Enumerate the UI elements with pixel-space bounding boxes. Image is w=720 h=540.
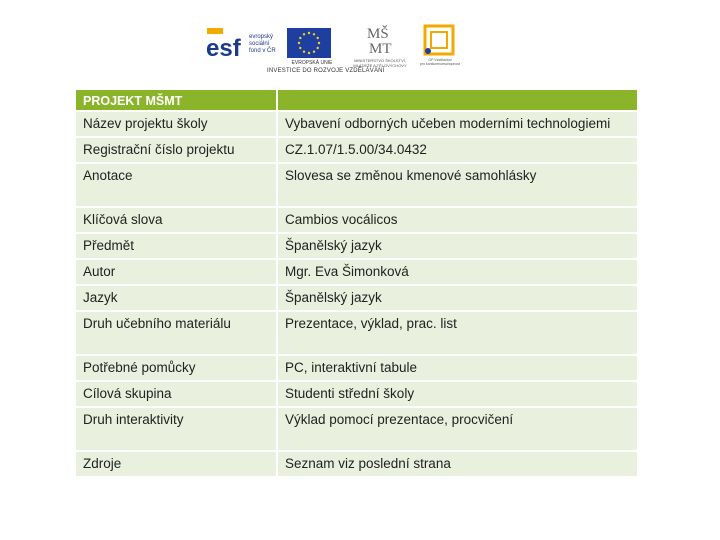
row-label: Autor	[76, 260, 278, 286]
row-label: Potřebné pomůcky	[76, 356, 278, 382]
row-value: PC, interaktivní tabule	[278, 356, 637, 382]
row-value: CZ.1.07/1.5.00/34.0432	[278, 138, 637, 164]
table-row	[76, 382, 637, 408]
table-row	[76, 208, 637, 234]
row-label: Zdroje	[76, 452, 278, 478]
esf-text: evropský sociální fond v ČR	[249, 34, 276, 54]
table-row	[76, 452, 637, 478]
svg-text:MT: MT	[369, 41, 392, 57]
header-value	[278, 90, 637, 112]
table-row	[76, 138, 637, 164]
row-value: Prezentace, výklad, prac. list	[278, 312, 637, 356]
table-row	[76, 408, 637, 452]
esf-logo	[205, 26, 245, 62]
row-label: Druh učebního materiálu	[76, 312, 278, 356]
header-label: PROJEKT MŠMT	[76, 90, 278, 112]
row-label: Název projektu školy	[76, 112, 278, 138]
row-label: Druh interaktivity	[76, 408, 278, 452]
msmt-text: MINISTERSTVO ŠKOLSTVÍ, MLÁDEŽE A TĚLOVÝCHOVY	[353, 58, 407, 68]
row-value: Španělský jazyk	[278, 286, 637, 312]
op-text: OP Vzdělávání pro konkurenceschopnost	[419, 58, 461, 66]
svg-text:MŠ: MŠ	[367, 26, 389, 42]
row-value: Slovesa se změnou kmenové samohlásky	[278, 164, 637, 208]
table-row	[76, 112, 637, 138]
row-label: Předmět	[76, 234, 278, 260]
row-value: Vybavení odborných učeben moderními technologiemi	[278, 112, 637, 138]
eu-text: EVROPSKÁ UNIE	[291, 60, 333, 66]
row-value: Studenti střední školy	[278, 382, 637, 408]
row-label: Registrační číslo projektu	[76, 138, 278, 164]
table-header-row	[76, 90, 637, 112]
project-info-table	[76, 90, 637, 478]
logo-strip	[205, 20, 465, 80]
row-value: Cambios vocálicos	[278, 208, 637, 234]
table-row	[76, 234, 637, 260]
op-vzdelavani-logo	[419, 24, 459, 58]
eu-flag-icon	[287, 28, 331, 58]
tagline: INVESTICE DO ROZVOJE VZDĚLÁVÁNÍ	[267, 68, 385, 74]
table-row	[76, 312, 637, 356]
row-label: Anotace	[76, 164, 278, 208]
table-row	[76, 356, 637, 382]
row-value: Seznam viz poslední strana	[278, 452, 637, 478]
table-row	[76, 164, 637, 208]
table-row	[76, 286, 637, 312]
row-label: Jazyk	[76, 286, 278, 312]
esf-mark: esf	[206, 35, 241, 62]
row-label: Klíčová slova	[76, 208, 278, 234]
row-value: Výklad pomocí prezentace, procvičení	[278, 408, 637, 452]
row-label: Cílová skupina	[76, 382, 278, 408]
row-value: Španělský jazyk	[278, 234, 637, 260]
row-value: Mgr. Eva Šimonková	[278, 260, 637, 286]
table-row	[76, 260, 637, 286]
